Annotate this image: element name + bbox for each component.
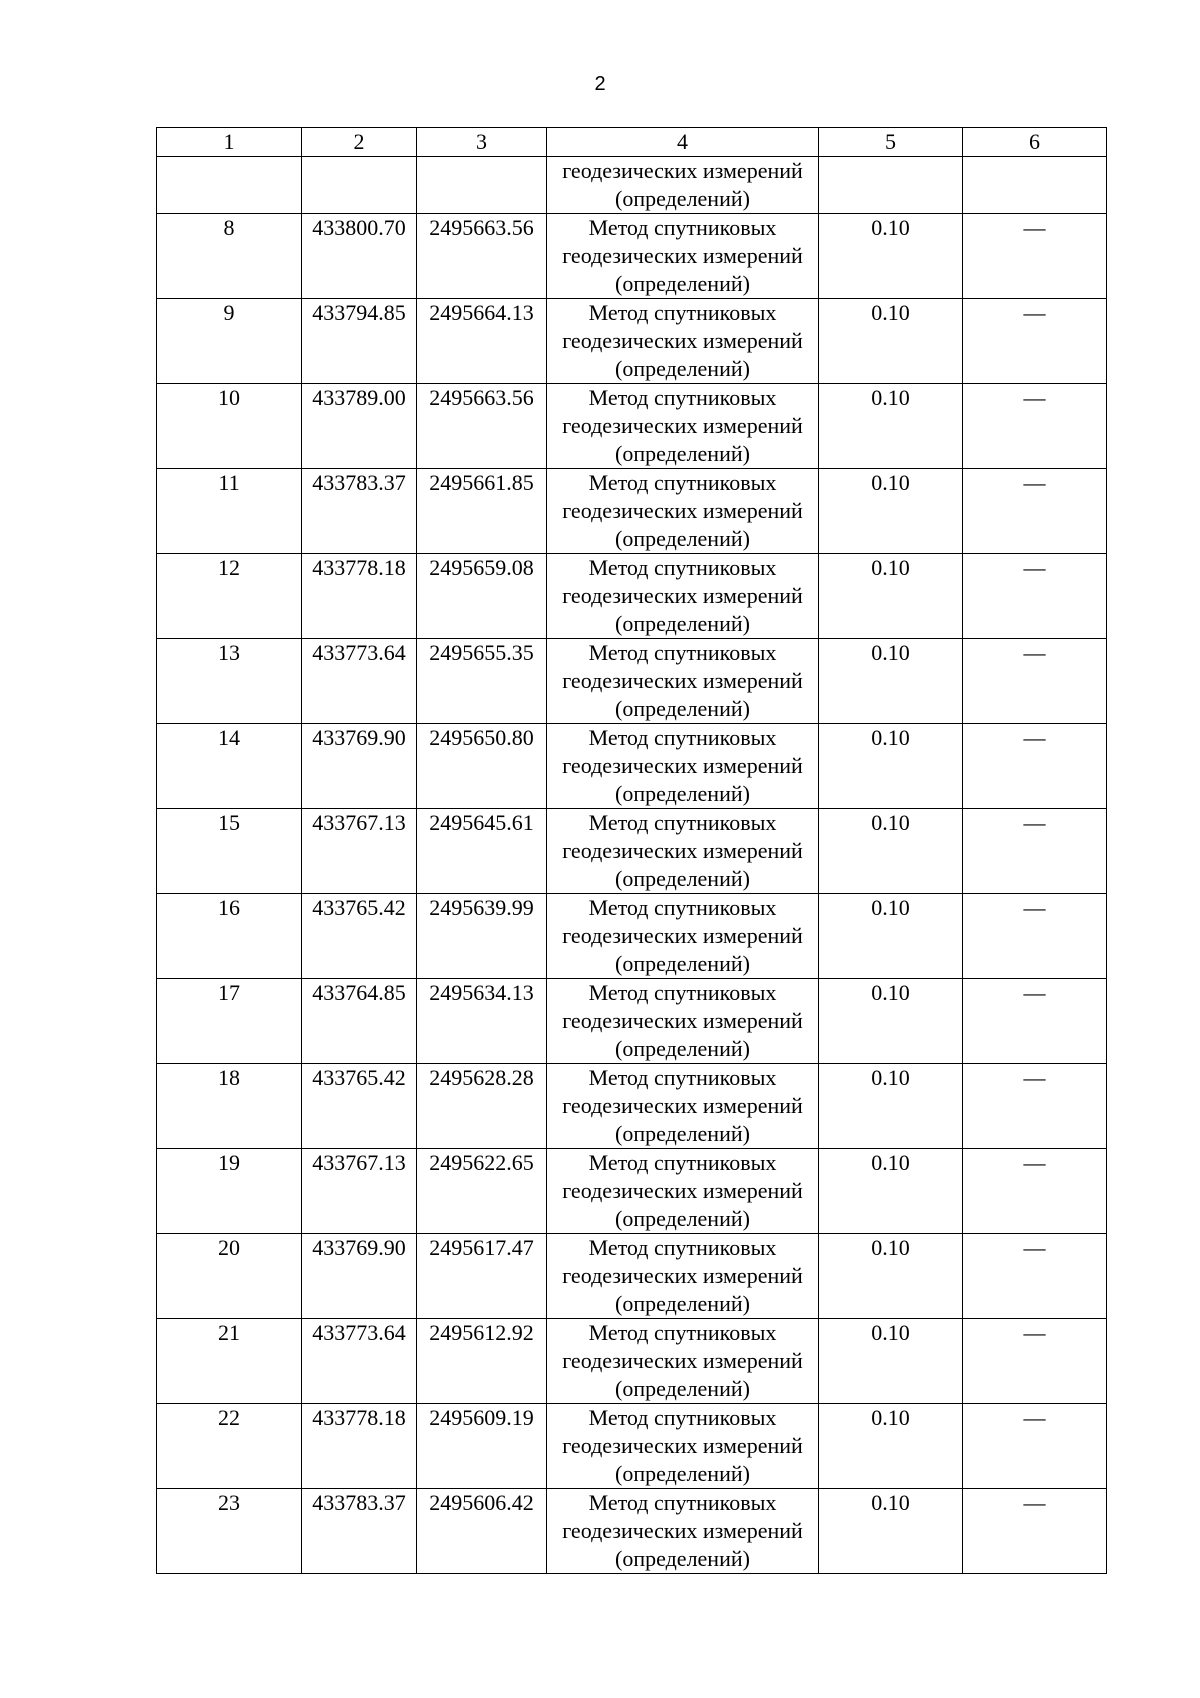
point-number-cell: 13	[157, 639, 302, 724]
point-number-cell: 19	[157, 1149, 302, 1234]
table-row	[157, 1489, 1107, 1574]
point-number-cell: 17	[157, 979, 302, 1064]
accuracy-cell: 0.10	[819, 1489, 963, 1574]
coordinate-x-cell: 433767.13	[302, 1149, 417, 1234]
accuracy-cell: 0.10	[819, 214, 963, 299]
table-cell	[963, 157, 1107, 214]
accuracy-cell: 0.10	[819, 639, 963, 724]
column-header: 1	[157, 128, 302, 157]
accuracy-cell: 0.10	[819, 554, 963, 639]
table-cell	[819, 157, 963, 214]
accuracy-cell: 0.10	[819, 724, 963, 809]
accuracy-cell: 0.10	[819, 1149, 963, 1234]
coordinate-x-cell: 433773.64	[302, 1319, 417, 1404]
table-row	[157, 1064, 1107, 1149]
method-cell	[547, 157, 819, 214]
coordinate-x-cell: 433800.70	[302, 214, 417, 299]
method-cell: Метод спутниковых геодезических измерений (определений)	[547, 1404, 819, 1489]
column-header: 3	[417, 128, 547, 157]
coordinate-y-cell: 2495622.65	[417, 1149, 547, 1234]
method-cell: Метод спутниковых геодезических измерений (определений)	[547, 554, 819, 639]
accuracy-cell: 0.10	[819, 894, 963, 979]
table-row	[157, 639, 1107, 724]
table-row	[157, 1319, 1107, 1404]
table-row	[157, 809, 1107, 894]
accuracy-cell: 0.10	[819, 1319, 963, 1404]
coordinate-y-cell: 2495609.19	[417, 1404, 547, 1489]
coordinate-y-cell: 2495661.85	[417, 469, 547, 554]
method-text-line: геодезических измерений	[562, 158, 803, 183]
table-row	[157, 1149, 1107, 1234]
point-number-cell: 16	[157, 894, 302, 979]
coordinate-y-cell: 2495617.47	[417, 1234, 547, 1319]
method-cell: Метод спутниковых геодезических измерений (определений)	[547, 724, 819, 809]
coordinate-x-cell: 433778.18	[302, 1404, 417, 1489]
point-number-cell: 15	[157, 809, 302, 894]
coordinate-x-cell: 433769.90	[302, 724, 417, 809]
coordinate-y-cell: 2495655.35	[417, 639, 547, 724]
accuracy-cell: 0.10	[819, 979, 963, 1064]
table-row	[157, 724, 1107, 809]
note-cell: —	[963, 554, 1107, 639]
table-row	[157, 979, 1107, 1064]
note-cell: —	[963, 1489, 1107, 1574]
accuracy-cell: 0.10	[819, 1064, 963, 1149]
method-cell: Метод спутниковых геодезических измерений (определений)	[547, 1064, 819, 1149]
accuracy-cell: 0.10	[819, 809, 963, 894]
note-cell: —	[963, 384, 1107, 469]
point-number-cell: 9	[157, 299, 302, 384]
coordinate-x-cell: 433767.13	[302, 809, 417, 894]
accuracy-cell: 0.10	[819, 384, 963, 469]
coordinate-y-cell: 2495650.80	[417, 724, 547, 809]
method-cell: Метод спутниковых геодезических измерений (определений)	[547, 639, 819, 724]
table-row	[157, 894, 1107, 979]
table-cell	[157, 157, 302, 214]
method-cell: Метод спутниковых геодезических измерений (определений)	[547, 894, 819, 979]
method-cell: Метод спутниковых геодезических измерений (определений)	[547, 469, 819, 554]
note-cell: —	[963, 214, 1107, 299]
coordinate-x-cell: 433764.85	[302, 979, 417, 1064]
accuracy-cell: 0.10	[819, 299, 963, 384]
coordinates-table	[156, 127, 1107, 1574]
note-cell: —	[963, 1319, 1107, 1404]
table-row-continuation	[157, 157, 1107, 214]
coordinate-y-cell: 2495612.92	[417, 1319, 547, 1404]
table-header-row	[157, 128, 1107, 157]
note-cell: —	[963, 979, 1107, 1064]
point-number-cell: 12	[157, 554, 302, 639]
point-number-cell: 20	[157, 1234, 302, 1319]
coordinate-x-cell: 433765.42	[302, 1064, 417, 1149]
table-row	[157, 299, 1107, 384]
table-row	[157, 554, 1107, 639]
coordinate-x-cell: 433769.90	[302, 1234, 417, 1319]
note-cell: —	[963, 1404, 1107, 1489]
method-cell: Метод спутниковых геодезических измерений (определений)	[547, 299, 819, 384]
note-cell: —	[963, 724, 1107, 809]
note-cell: —	[963, 469, 1107, 554]
point-number-cell: 8	[157, 214, 302, 299]
note-cell: —	[963, 1234, 1107, 1319]
coordinate-y-cell: 2495664.13	[417, 299, 547, 384]
coordinate-x-cell: 433765.42	[302, 894, 417, 979]
note-cell: —	[963, 1064, 1107, 1149]
column-header: 2	[302, 128, 417, 157]
table-row	[157, 214, 1107, 299]
coordinate-x-cell: 433778.18	[302, 554, 417, 639]
coordinate-y-cell: 2495606.42	[417, 1489, 547, 1574]
table-cell	[302, 157, 417, 214]
method-cell: Метод спутниковых геодезических измерений (определений)	[547, 214, 819, 299]
accuracy-cell: 0.10	[819, 1234, 963, 1319]
column-header: 6	[963, 128, 1107, 157]
method-cell: Метод спутниковых геодезических измерений (определений)	[547, 384, 819, 469]
coordinate-y-cell: 2495663.56	[417, 384, 547, 469]
method-cell: Метод спутниковых геодезических измерений (определений)	[547, 1489, 819, 1574]
coordinate-y-cell: 2495663.56	[417, 214, 547, 299]
note-cell: —	[963, 809, 1107, 894]
coordinate-x-cell: 433773.64	[302, 639, 417, 724]
method-cell: Метод спутниковых геодезических измерений (определений)	[547, 979, 819, 1064]
accuracy-cell: 0.10	[819, 1404, 963, 1489]
method-cell: Метод спутниковых геодезических измерений (определений)	[547, 809, 819, 894]
column-header: 4	[547, 128, 819, 157]
coordinate-y-cell: 2495645.61	[417, 809, 547, 894]
method-text-line: (определений)	[615, 186, 750, 211]
method-cell: Метод спутниковых геодезических измерений (определений)	[547, 1234, 819, 1319]
method-cell: Метод спутниковых геодезических измерений (определений)	[547, 1149, 819, 1234]
table-row	[157, 384, 1107, 469]
coordinate-x-cell: 433783.37	[302, 469, 417, 554]
point-number-cell: 10	[157, 384, 302, 469]
table-row	[157, 1404, 1107, 1489]
page-number: 2	[594, 73, 606, 95]
note-cell: —	[963, 639, 1107, 724]
coordinate-y-cell: 2495639.99	[417, 894, 547, 979]
table-row	[157, 1234, 1107, 1319]
coordinate-x-cell: 433794.85	[302, 299, 417, 384]
table-cell	[417, 157, 547, 214]
coordinate-y-cell: 2495659.08	[417, 554, 547, 639]
note-cell: —	[963, 299, 1107, 384]
point-number-cell: 22	[157, 1404, 302, 1489]
point-number-cell: 21	[157, 1319, 302, 1404]
coordinate-y-cell: 2495634.13	[417, 979, 547, 1064]
point-number-cell: 14	[157, 724, 302, 809]
point-number-cell: 23	[157, 1489, 302, 1574]
coordinate-y-cell: 2495628.28	[417, 1064, 547, 1149]
table-row	[157, 469, 1107, 554]
coordinate-x-cell: 433789.00	[302, 384, 417, 469]
note-cell: —	[963, 1149, 1107, 1234]
note-cell: —	[963, 894, 1107, 979]
method-cell: Метод спутниковых геодезических измерений (определений)	[547, 1319, 819, 1404]
column-header: 5	[819, 128, 963, 157]
coordinate-x-cell: 433783.37	[302, 1489, 417, 1574]
point-number-cell: 11	[157, 469, 302, 554]
point-number-cell: 18	[157, 1064, 302, 1149]
accuracy-cell: 0.10	[819, 469, 963, 554]
